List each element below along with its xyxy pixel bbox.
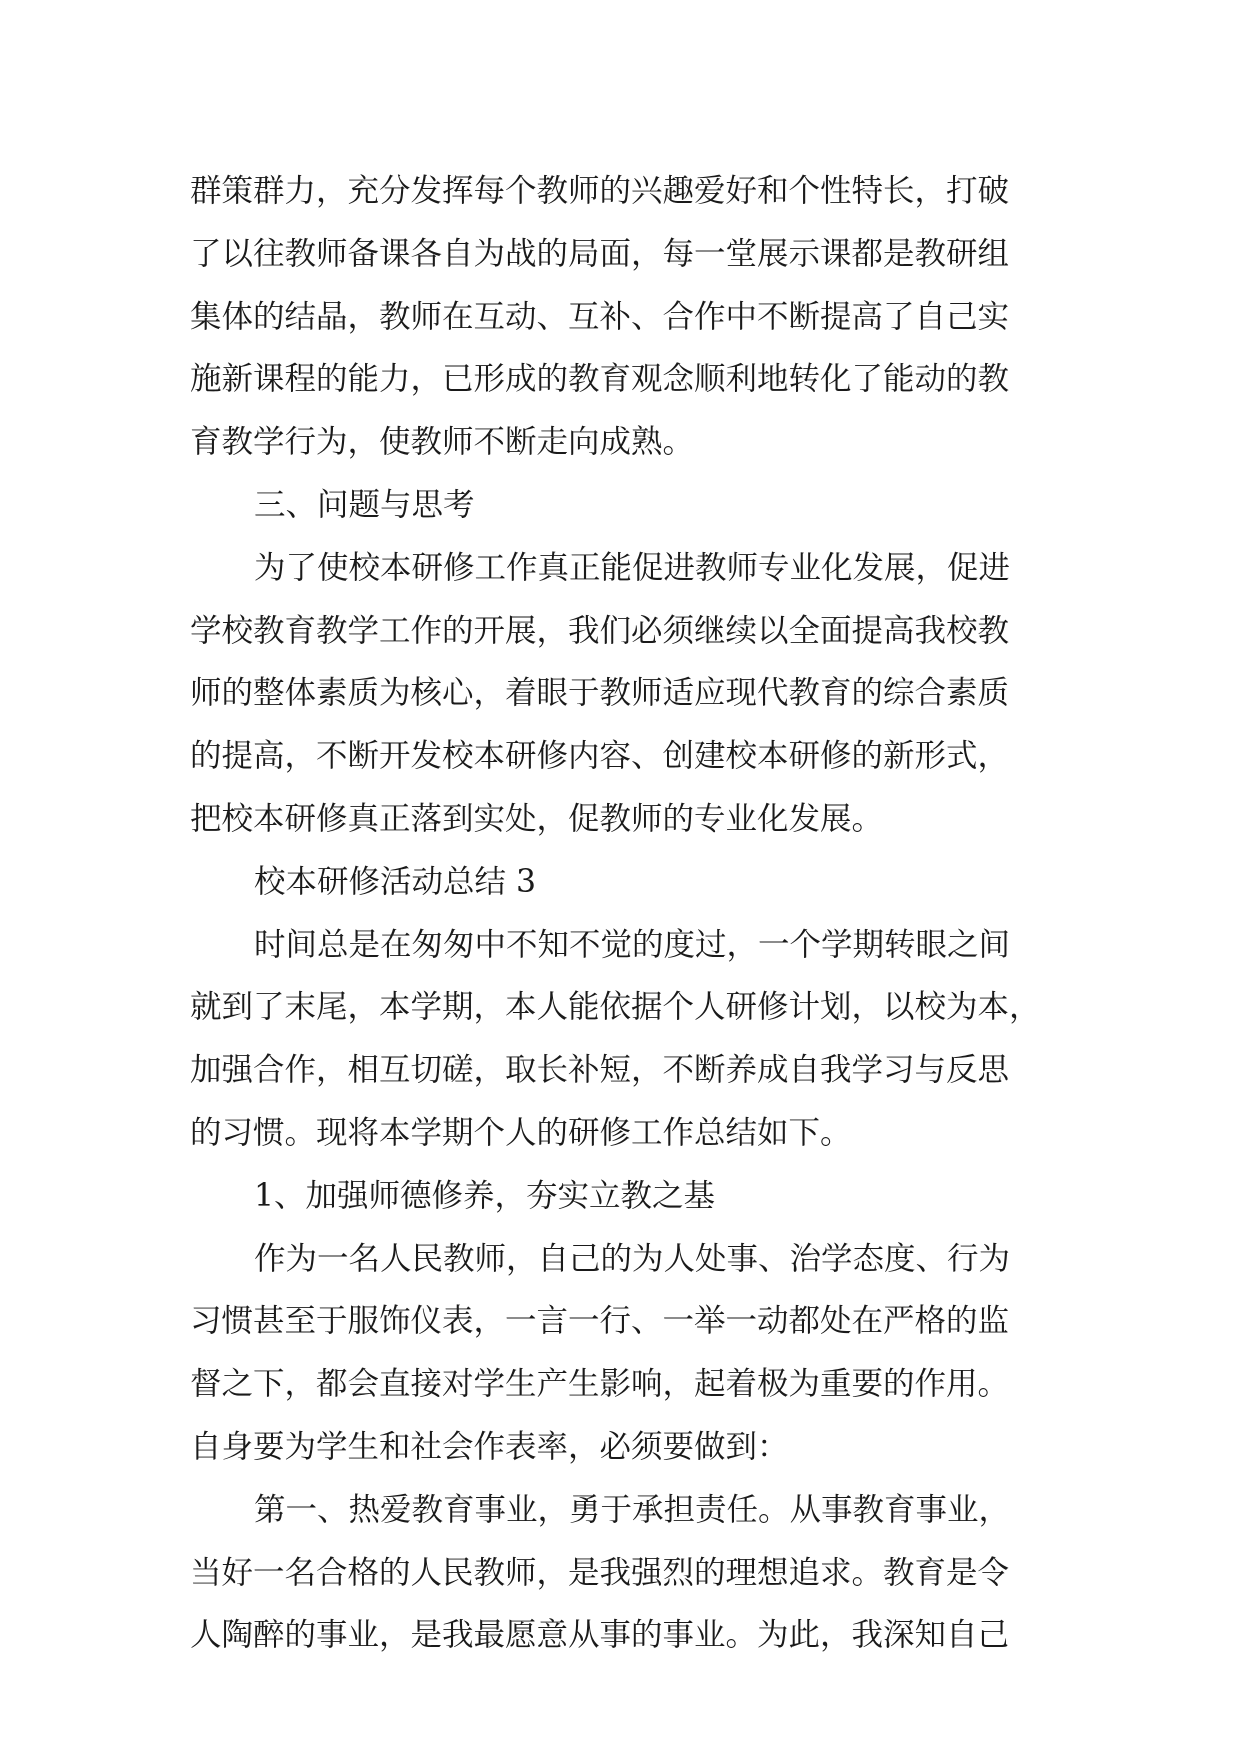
paragraph-line: 习惯甚至于服饰仪表，一言一行、一举一动都处在严格的监 xyxy=(190,1303,1010,1340)
paragraph-line: 群策群力，充分发挥每个教师的兴趣爱好和个性特长，打破 xyxy=(190,173,1010,209)
paragraph-line: 当好一名合格的人民教师，是我强烈的理想追求。教育是令 xyxy=(190,1554,1010,1591)
paragraph-line: 时间总是在匆匆中不知不觉的度过，一个学期转眼之间 xyxy=(254,926,1011,963)
article-title: 校本研修活动总结 3 xyxy=(254,863,537,900)
paragraph-line: 学校教育教学工作的开展，我们必须继续以全面提高我校教 xyxy=(190,612,1010,649)
section-heading: 1、加强师德修养，夯实立教之基 xyxy=(254,1177,716,1214)
paragraph-line: 第一、热爱教育事业，勇于承担责任。从事教育事业， xyxy=(254,1491,1011,1528)
paragraph-line: 为了使校本研修工作真正能促进教师专业化发展，促进 xyxy=(254,549,1011,586)
paragraph-line: 把校本研修真正落到实处，促教师的专业化发展。 xyxy=(190,800,884,837)
paragraph-line: 的习惯。现将本学期个人的研修工作总结如下。 xyxy=(190,1114,852,1151)
paragraph-line: 督之下，都会直接对学生产生影响，起着极为重要的作用。 xyxy=(190,1366,1010,1403)
paragraph-line: 的提高，不断开发校本研修内容、创建校本研修的新形式， xyxy=(190,738,1010,775)
paragraph-line: 集体的结晶，教师在互动、互补、合作中不断提高了自己实 xyxy=(190,298,1010,335)
paragraph-line: 施新课程的能力，已形成的教育观念顺利地转化了能动的教 xyxy=(190,361,1010,398)
paragraph-line: 就到了末尾，本学期，本人能依据个人研修计划，以校为本， xyxy=(190,989,1041,1026)
paragraph-line: 人陶醉的事业，是我最愿意从事的事业。为此，我深知自己 xyxy=(190,1617,1010,1654)
paragraph-line: 加强合作，相互切磋，取长补短，不断养成自我学习与反思 xyxy=(190,1052,1010,1089)
paragraph-line: 师的整体素质为核心，着眼于教师适应现代教育的综合素质 xyxy=(190,675,1010,712)
paragraph-line: 育教学行为，使教师不断走向成熟。 xyxy=(190,424,695,461)
paragraph-line: 作为一名人民教师，自己的为人处事、治学态度、行为 xyxy=(254,1240,1011,1277)
document-body xyxy=(190,160,1060,1667)
paragraph-line: 了以往教师备课各自为战的局面，每一堂展示课都是教研组 xyxy=(190,235,1010,272)
paragraph-line: 自身要为学生和社会作表率，必须要做到： xyxy=(190,1428,789,1465)
section-heading: 三、问题与思考 xyxy=(254,486,475,523)
